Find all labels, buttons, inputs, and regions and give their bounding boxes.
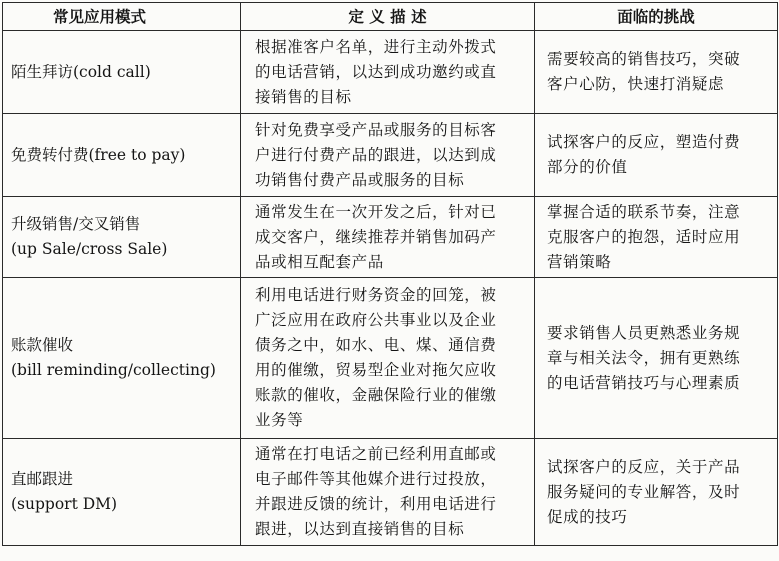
- challenge-cell: [535, 439, 778, 546]
- telemarketing-modes-table: [2, 2, 778, 546]
- challenge-line: 掌握合适的联系节奏，注意: [547, 202, 741, 221]
- mode-line: 免费转付费(free to pay): [11, 145, 186, 164]
- table-row: [3, 278, 778, 439]
- mode-line: 直邮跟进: [11, 470, 74, 488]
- header-challenge: 面临的挑战: [535, 3, 778, 31]
- mode-line: 升级销售/交叉销售: [11, 215, 141, 233]
- challenge-line: 要求销售人员更熟悉业务规: [547, 323, 741, 342]
- description-line: 账款的催收，金融保险行业的催缴: [255, 386, 497, 404]
- challenge-cell: [535, 31, 778, 114]
- mode-cell: [3, 197, 241, 278]
- challenge-line: 章与相关法令，拥有更熟练: [547, 348, 741, 367]
- challenge-line: 的电话营销技巧与心理素质: [547, 373, 741, 392]
- challenge-cell: [535, 278, 778, 439]
- header-description: 定 义 描 述: [241, 3, 535, 31]
- mode-line: 账款催收: [11, 336, 74, 354]
- challenge-cell: [535, 114, 778, 197]
- description-line: 户进行付费产品的跟进，以达到成: [255, 145, 497, 164]
- description-cell: [241, 31, 535, 114]
- mode-line: (bill reminding/collecting): [11, 361, 216, 379]
- description-cell: [241, 278, 535, 439]
- challenge-line: 营销策略: [547, 252, 612, 271]
- description-line: 电子邮件等其他媒介进行过投放，: [255, 470, 497, 488]
- description-line: 成交客户，继续推荐并销售加码产: [255, 227, 497, 246]
- description-cell: [241, 114, 535, 197]
- header-row: [3, 3, 778, 31]
- challenge-line: 部分的价值: [547, 158, 628, 176]
- description-line: 并跟进反馈的统计，利用电话进行: [255, 495, 497, 513]
- description-line: 跟进，以达到直接销售的目标: [255, 520, 465, 538]
- mode-cell: [3, 278, 241, 439]
- challenge-line: 需要较高的销售技巧，突破: [547, 50, 741, 68]
- mode-line: 陌生拜访(cold call): [11, 62, 151, 81]
- description-line: 通常发生在一次开发之后，针对已: [255, 202, 497, 221]
- description-line: 利用电话进行财务资金的回笼，被: [255, 286, 497, 304]
- description-line: 的电话营销，以达到成功邀约或直: [255, 62, 497, 81]
- description-line: 针对免费享受产品或服务的目标客: [255, 120, 497, 139]
- description-line: 广泛应用在政府公共事业以及企业: [255, 311, 497, 329]
- table-row: [3, 197, 778, 278]
- challenge-line: 客户心防，快速打消疑虑: [547, 75, 725, 93]
- description-line: 用的催缴，贸易型企业对拖欠应收: [255, 361, 497, 379]
- description-line: 债务之中，如水、电、煤、通信费: [255, 336, 497, 354]
- challenge-line: 服务疑问的专业解答，及时: [547, 482, 741, 501]
- description-line: 功销售付费产品或服务的目标: [255, 170, 465, 189]
- challenge-cell: [535, 197, 778, 278]
- description-line: 根据准客户名单，进行主动外拨式: [255, 37, 497, 56]
- challenge-line: 试探客户的反应，塑造付费: [547, 133, 741, 151]
- description-line: 业务等: [255, 411, 304, 429]
- mode-cell: [3, 439, 241, 546]
- challenge-line: 试探客户的反应，关于产品: [547, 457, 741, 476]
- challenge-line: 克服客户的抱怨，适时应用: [547, 227, 741, 246]
- mode-line: (up Sale/cross Sale): [11, 240, 168, 258]
- mode-cell: [3, 31, 241, 114]
- challenge-line: 促成的技巧: [547, 507, 628, 526]
- description-line: 通常在打电话之前已经利用直邮或: [255, 445, 497, 463]
- description-line: 接销售的目标: [255, 87, 352, 106]
- table-row: [3, 31, 778, 114]
- description-cell: [241, 439, 535, 546]
- header-mode: 常见应用模式: [3, 3, 241, 31]
- table-row: [3, 439, 778, 546]
- table-row: [3, 114, 778, 197]
- mode-line: (support DM): [11, 495, 118, 513]
- mode-cell: [3, 114, 241, 197]
- description-line: 品或相互配套产品: [255, 252, 384, 271]
- description-cell: [241, 197, 535, 278]
